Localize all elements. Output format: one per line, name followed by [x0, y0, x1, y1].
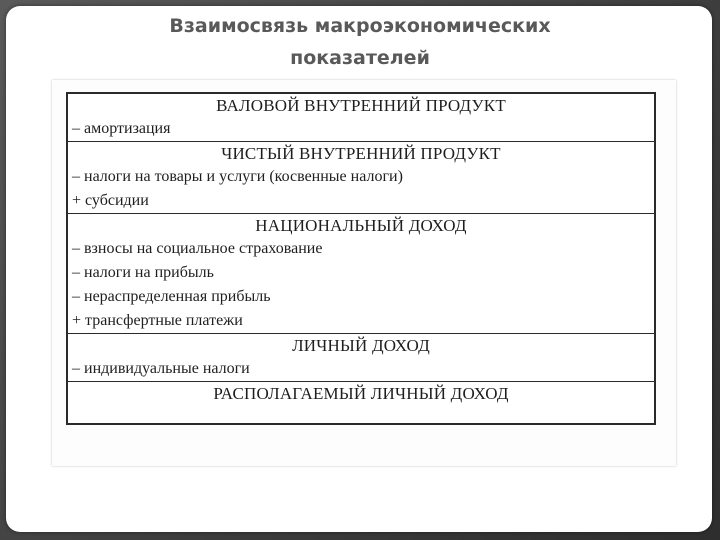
- section-line: – индивидуальные налоги: [72, 360, 250, 377]
- section-heading: РАСПОЛАГАЕМЫЙ ЛИЧНЫЙ ДОХОД: [213, 384, 509, 403]
- section-line: – нераспределенная прибыль: [72, 288, 271, 305]
- slide-title: [0, 10, 720, 74]
- section-heading: НАЦИОНАЛЬНЫЙ ДОХОД: [255, 216, 467, 235]
- section-line: – взносы на социальное страхование: [72, 240, 323, 257]
- table-image-frame: [52, 80, 676, 466]
- section-national-income: [68, 213, 654, 333]
- section-heading: ЛИЧНЫЙ ДОХОД: [292, 336, 430, 355]
- section-line: – налоги на прибыль: [72, 264, 214, 281]
- section-disposable-income: [68, 381, 654, 423]
- section-ndp: [68, 141, 654, 213]
- section-spacer: [68, 405, 654, 423]
- slide-title-line-2: показателей: [290, 47, 430, 69]
- indicators-table: [66, 92, 656, 425]
- slide-title-line-1: Взаимосвязь макроэкономических: [169, 15, 551, 37]
- section-personal-income: [68, 333, 654, 381]
- section-line: – налоги на товары и услуги (косвенные налоги): [72, 168, 403, 185]
- section-gdp: [68, 94, 654, 141]
- section-heading: ЧИСТЫЙ ВНУТРЕННИЙ ПРОДУКТ: [221, 144, 501, 163]
- section-line: + субсидии: [72, 192, 149, 209]
- section-line: – амортизация: [72, 120, 171, 137]
- section-line: + трансфертные платежи: [72, 312, 243, 329]
- section-heading: ВАЛОВОЙ ВНУТРЕННИЙ ПРОДУКТ: [216, 96, 506, 115]
